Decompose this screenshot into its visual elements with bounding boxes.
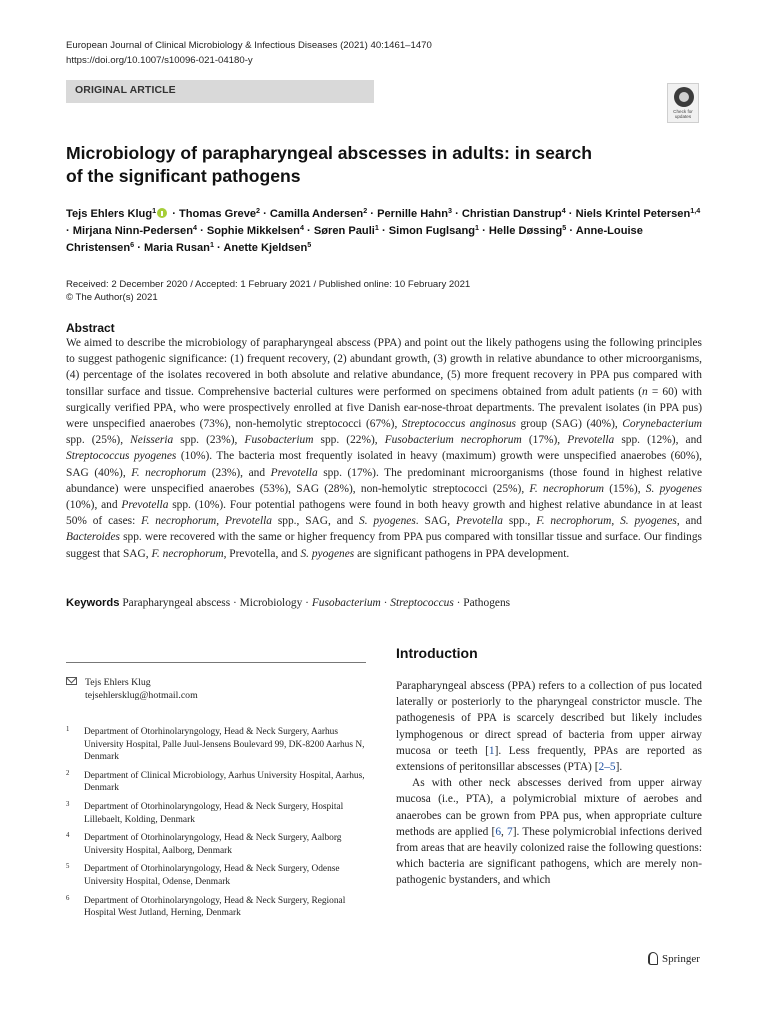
text-run: (10%). The bacteria most frequently isolated in heavy (maximum) growth were unspecified anaerobes (60%), SAG (40%),: [66, 450, 702, 479]
author-affiliation-number: 2: [363, 206, 368, 215]
affiliation-number: 2: [66, 769, 70, 777]
author-affiliation-number: 4: [193, 223, 197, 232]
author-affiliation-number: 1,4: [690, 206, 701, 215]
italic-term: Streptococcus pyogenes: [66, 450, 177, 463]
author-separator: ·: [378, 225, 389, 237]
author-list: [66, 206, 706, 257]
author-affiliation-number: 1: [475, 223, 480, 232]
author-separator: ·: [197, 225, 207, 237]
author-name[interactable]: Niels Krintel Petersen: [575, 208, 691, 220]
author-affiliation-number: 3: [447, 206, 452, 215]
text-run: (17%),: [521, 434, 568, 447]
author-affiliation-number: 4: [561, 206, 566, 215]
affiliation-item: [66, 770, 376, 795]
author-separator: ·: [303, 225, 314, 237]
italic-term: S. pyogenes: [300, 547, 355, 560]
abstract-body: [66, 335, 702, 562]
intro-reference-link[interactable]: 1: [488, 744, 495, 757]
text-run: spp. were recovered with the same or higher frequency from PPA pus compared with tonsillar tissue and surface. Our findings suggest that SAG,: [66, 531, 702, 560]
text-run: ]. Less frequently, PPAs are reported as extensions of peritonsillar abscesses (PTA) [: [396, 744, 702, 774]
author-separator: ·: [479, 225, 489, 237]
author-name[interactable]: Camilla Andersen: [269, 208, 364, 220]
text-run: spp. (23%),: [173, 434, 245, 447]
affiliation-number: 5: [66, 863, 70, 871]
intro-paragraph: [396, 775, 702, 888]
affiliation-item: [66, 801, 376, 826]
author-affiliation-number: 1: [209, 240, 214, 249]
publisher-logo: [647, 952, 700, 965]
text-run: ]. These polymicrobial infections derived from areas that are heavily colonized raise the following questions: which bacteria are significant pathogens, which are merely non-pathogenic bystanders, and which: [396, 825, 702, 887]
affiliation-text: Department of Otorhinolaryngology, Head & Neck Surgery, Aarhus University Hospital, Palle Juul-Jensens Boulevard 99, DK-8200 Aarhus N, Denmark: [84, 727, 365, 763]
author-name[interactable]: Anette Kjeldsen: [223, 242, 308, 254]
corresponding-author: Tejs Ehlers Klug: [85, 677, 151, 688]
italic-term: S. pyogenes: [645, 482, 702, 495]
italic-term: Prevotella: [270, 466, 318, 479]
italic-term: F. necrophorum: [131, 466, 207, 479]
author-affiliation-number: 2: [256, 206, 261, 215]
introduction-body: [396, 678, 702, 889]
footnote-divider: [66, 662, 366, 663]
copyright-notice: © The Author(s) 2021: [66, 292, 158, 303]
text-run: , and: [676, 515, 702, 528]
italic-term: Fusobacterium necrophorum: [384, 434, 522, 447]
doi-link[interactable]: https://doi.org/10.1007/s10096-021-04180-y: [66, 55, 253, 66]
text-run: ,: [611, 515, 621, 528]
italic-term: Prevotella: [224, 515, 272, 528]
intro-reference-link[interactable]: 2–5: [598, 761, 616, 774]
author-separator: ·: [169, 208, 179, 220]
intro-paragraph: [396, 678, 702, 775]
italic-term: Fusobacterium: [244, 434, 314, 447]
author-affiliation-number: 5: [562, 223, 567, 232]
publisher-name: Springer: [662, 953, 700, 965]
italic-term: Neisseria: [130, 434, 174, 447]
title-line-1: Microbiology of parapharyngeal abscesses in adults: in search: [66, 143, 593, 163]
affiliation-item: [66, 726, 376, 764]
author-name[interactable]: Thomas Greve: [178, 208, 257, 220]
author-name[interactable]: Christian Danstrup: [461, 208, 562, 220]
keywords-label: Keywords: [66, 597, 120, 609]
italic-term: n: [642, 385, 648, 398]
affiliation-text: Department of Otorhinolaryngology, Head & Neck Surgery, Regional Hospital West Jutland, Herning, Denmark: [84, 895, 346, 919]
text-run: ,: [216, 515, 225, 528]
author-separator: ·: [134, 242, 144, 254]
italic-term: S. pyogenes: [620, 515, 677, 528]
text-run: Parapharyngeal abscess (PPA) refers to a collection of pus located laterally or posteriorly to the pharyngeal constrictor muscle. The pathogenesis of PPA is scarcely described but likely includes lymphogenous or direct spread of bacteria from upper airway mucosa or teeth [: [396, 680, 702, 757]
italic-term: Prevotella: [121, 499, 169, 512]
author-separator: ·: [451, 208, 462, 220]
article-type-label: ORIGINAL ARTICLE: [75, 84, 176, 96]
author-name[interactable]: Helle Døssing: [488, 225, 563, 237]
text-run: group (SAG) (40%),: [515, 418, 623, 431]
envelope-icon: [66, 677, 77, 685]
intro-reference-link[interactable]: 7: [507, 825, 513, 838]
text-run: ,: [501, 825, 508, 838]
text-run: spp.,: [503, 515, 537, 528]
text-run: spp. (17%). The predominant microorganisms (those found in highest relative abundance) were unspecified anaerobes (53%), SAG (28%), non-hemolytic streptococci (25%),: [66, 466, 703, 495]
author-name[interactable]: Sophie Mikkelsen: [206, 225, 300, 237]
author-affiliation-number: 6: [130, 240, 135, 249]
italic-term: Fusobacterium: [311, 597, 381, 609]
check-updates-label: Check for updates: [673, 109, 693, 119]
author-name[interactable]: Maria Rusan: [143, 242, 210, 254]
text-run: (23%), and: [206, 466, 271, 479]
affiliation-number: 3: [66, 800, 70, 808]
italic-term: S. pyogenes: [359, 515, 416, 528]
affiliation-number: 1: [66, 726, 70, 733]
keywords-list: [122, 597, 510, 609]
author-separator: ·: [565, 208, 576, 220]
author-name[interactable]: Anne-Louise Christensen: [66, 225, 643, 254]
text-run: . SAG,: [415, 515, 456, 528]
text-run: As with other neck abscesses derived from upper airway mucosa (i.e., PTA), a polymicrobial mixture of aerobes and anaerobes can be grown from PPA pus, when appropriate culture methods are applied [: [396, 777, 702, 838]
correspondence-block: [66, 676, 198, 702]
introduction-heading: Introduction: [396, 645, 478, 661]
text-run: = 60) with surgically verified PPA, who were prospectively enrolled at five Danish ear-nose-throat departments. The prevalent isolates (in PPA pus) were unspecified anaerobes (73%), non-hemolytic streptococci (67%),: [66, 385, 702, 431]
affiliation-item: [66, 863, 376, 888]
italic-term: Bacteroides: [66, 531, 120, 544]
author-affiliation-number: 1: [374, 223, 379, 232]
author-name[interactable]: Tejs Ehlers Klug: [66, 208, 153, 220]
author-separator: ·: [367, 208, 378, 220]
text-run: ].: [615, 761, 623, 774]
article-dates: Received: 2 December 2020 / Accepted: 1 February 2021 / Published online: 10 February 2021: [66, 279, 471, 290]
text-run: spp. (22%),: [313, 434, 385, 447]
italic-term: F. necrophorum: [141, 515, 217, 528]
italic-term: Prevotella: [455, 515, 503, 528]
text-run: Parapharyngeal abscess · Microbiology ·: [122, 597, 312, 609]
intro-reference-link[interactable]: 6: [495, 825, 502, 838]
italic-term: Corynebacterium: [622, 418, 702, 431]
author-separator: ·: [213, 242, 224, 254]
italic-term: F. necrophorum: [151, 547, 224, 560]
text-run: spp. (10%). Four potential pathogens were found in both heavy growth and highest relative abundance in at least 50% of cases:: [66, 499, 702, 528]
author-affiliation-number: 5: [307, 240, 312, 249]
title-line-2: of the significant pathogens: [66, 166, 301, 186]
orcid-icon[interactable]: [157, 208, 167, 218]
abstract-heading: Abstract: [66, 321, 115, 335]
affiliation-text: Department of Otorhinolaryngology, Head & Neck Surgery, Hospital Lillebaelt, Kolding, Denmark: [84, 801, 344, 825]
author-separator: ·: [66, 225, 73, 237]
author-affiliation-number: 4: [299, 223, 304, 232]
keywords-line: [66, 597, 510, 609]
affiliation-number: 4: [66, 832, 70, 840]
affiliation-text: Department of Otorhinolaryngology, Head & Neck Surgery, Odense University Hospital, Odense, Denmark: [84, 864, 340, 887]
text-run: , Prevotella, and: [223, 547, 301, 560]
italic-term: F. necrophorum: [536, 515, 612, 528]
author-email-link[interactable]: tejsehlersklug@hotmail.com: [85, 690, 198, 701]
affiliation-item: [66, 895, 376, 920]
author-name[interactable]: Simon Fuglsang: [388, 225, 476, 237]
affiliation-text: Department of Clinical Microbiology, Aarhus University Hospital, Aarhus, Denmark: [84, 770, 365, 794]
author-affiliation-number: 1: [152, 206, 157, 215]
italic-term: Streptococcus anginosus: [401, 418, 516, 431]
article-title: [66, 142, 686, 188]
text-run: (10%), and: [66, 499, 122, 512]
author-separator: ·: [260, 208, 270, 220]
author-name[interactable]: Mirjana Ninn-Pedersen: [72, 225, 193, 237]
text-run: are significant pathogens in PPA development.: [354, 547, 570, 560]
springer-horse-icon: [647, 952, 657, 964]
text-run: spp., SAG, and: [272, 515, 359, 528]
italic-term: Streptococcus: [390, 597, 454, 609]
author-separator: ·: [566, 225, 576, 237]
text-run: We aimed to describe the microbiology of parapharyngeal abscess (PPA) and point out the likely pathogens using the following principles to suggest pathogenic significance: (1) frequent recovery, (2) abundant growth, (3) growth in relative abundance to other microorganisms, (4) percentage of the isolates recovered in both absolute and relative abundance, (5) more frequent recovery in PPA pus compared with tonsillar surface and tissue. Comprehensive bacterial cultures were performed on specimens obtained from adult patients (: [66, 337, 702, 398]
affiliations-list: [66, 726, 376, 926]
text-run: spp. (25%),: [66, 434, 131, 447]
author-name[interactable]: Søren Pauli: [313, 225, 375, 237]
affiliation-number: 6: [66, 894, 70, 902]
journal-citation: European Journal of Clinical Microbiology & Infectious Diseases (2021) 40:1461–1470: [66, 40, 432, 51]
text-run: · Pathogens: [453, 597, 511, 609]
author-name[interactable]: Pernille Hahn: [377, 208, 448, 220]
text-run: ·: [380, 597, 391, 609]
text-run: spp. (12%), and: [614, 434, 702, 447]
affiliation-item: [66, 832, 376, 857]
italic-term: F. necrophorum: [529, 482, 604, 495]
italic-term: Prevotella: [567, 434, 615, 447]
affiliation-text: Department of Otorhinolaryngology, Head & Neck Surgery, Aalborg University Hospital, Aalborg, Denmark: [84, 833, 342, 856]
text-run: (15%),: [603, 482, 646, 495]
check-for-updates-badge[interactable]: [667, 83, 699, 123]
check-updates-icon: [674, 87, 694, 107]
article-type-band: [66, 80, 374, 103]
